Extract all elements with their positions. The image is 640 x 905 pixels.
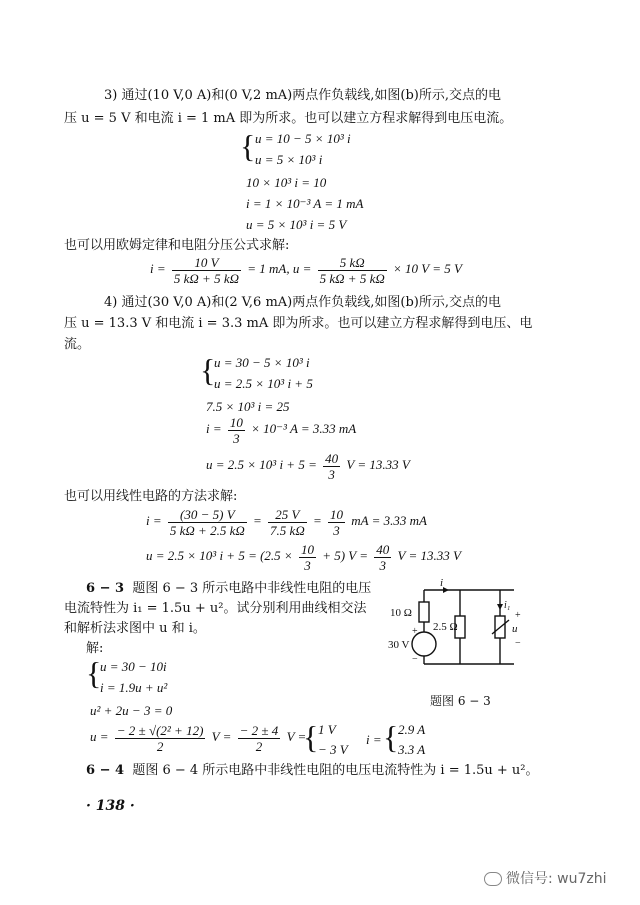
q63-line1: 6 − 3 题图 6 − 3 所示电路中非线性电阻的电压: [86, 581, 372, 596]
p3-eq1: 10 × 10³ i = 10: [246, 175, 327, 190]
q63-sol: 解:: [86, 641, 104, 656]
q63-line3: 和解析法求图中 u 和 i。: [64, 621, 206, 636]
r2-label: 2.5 Ω: [433, 621, 458, 633]
brace: {: [240, 128, 256, 164]
src-label: 30 V: [388, 639, 410, 651]
cur-label: i: [440, 578, 444, 589]
u-plus: +: [515, 610, 521, 621]
src-minus: −: [412, 654, 418, 665]
p4-alt: 也可以用线性电路的方法求解:: [64, 489, 238, 504]
brace: {: [200, 352, 216, 388]
cur1-label: i₁: [504, 600, 511, 611]
brace: {: [86, 655, 102, 691]
p4-line3: 流。: [64, 337, 91, 352]
p3-sys2: u = 5 × 10³ i: [255, 152, 323, 167]
r1-label: 10 Ω: [390, 607, 412, 619]
p4-eq3: u = 2.5 × 10³ i + 5 = $\frac{40}{3}$ V = 13.33 V: [206, 450, 410, 482]
p4-line2: 压 u = 13.3 V 和电流 i = 3.3 mA 即为所求。也可以建立方程求解得到电压、电: [64, 316, 533, 331]
u-label: u: [512, 623, 518, 635]
q63-sys1: u = 30 − 10i: [100, 659, 167, 674]
watermark: 微信号: wu7zhi: [484, 868, 607, 888]
p4-sys2: u = 2.5 × 10³ i + 5: [214, 376, 313, 391]
q63-root2: − 3 V: [318, 742, 348, 757]
q63-i1: 2.9 A: [398, 722, 426, 737]
figure-caption: 题图 6 − 3: [430, 694, 491, 708]
p3-eq3: u = 5 × 10³ i = 5 V: [246, 217, 347, 232]
p4-eq1: 7.5 × 10³ i = 25: [206, 399, 290, 414]
q63-quad: u = $\frac{\text{− 2 ± √(2² + 12)}}{2}$ V = $\frac{- 2 \pm 4}{2}$ V =: [90, 722, 307, 754]
q63-root1: 1 V: [318, 722, 336, 737]
p4-eq2: i = $\frac{10}{3}$ × 10⁻³ A = 3.33 mA: [206, 414, 357, 446]
circuit-diagram: [388, 578, 528, 688]
p4-sys1: u = 30 − 5 × 10³ i: [214, 355, 310, 370]
q63-i2: 3.3 A: [398, 742, 426, 757]
brace: {: [303, 719, 319, 755]
u-minus: −: [515, 638, 521, 649]
q63-label: 6 − 3: [86, 581, 125, 596]
p4-alt-eq1: i = $\frac{(30 - 5) V}{5 k\Omega + 2.5 k\Omega}$ = $\frac{25 V}{7.5 k\Omega}$ = $\frac{10}{3}$ mA = 3.33 mA: [146, 506, 427, 538]
wechat-icon: [484, 872, 502, 886]
p3-eq2: i = 1 × 10⁻³ A = 1 mA: [246, 196, 364, 211]
q64-line: 6 − 4 题图 6 − 4 所示电路中非线性电阻的电压电流特性为 i = 1.5u + u²。: [86, 763, 539, 778]
brace: {: [383, 719, 399, 755]
q63-i-lhs: i =: [366, 732, 382, 747]
p3-sys1: u = 10 − 5 × 10³ i: [255, 131, 351, 146]
p4-line1: 4) 通过(30 V,0 A)和(2 V,6 mA)两点作负载线,如图(b)所示,交点的电: [104, 295, 501, 310]
q63-sys2: i = 1.9u + u²: [100, 680, 168, 695]
p3-line1: 3) 通过(10 V,0 A)和(0 V,2 mA)两点作负载线,如图(b)所示,交点的电: [104, 88, 501, 103]
p4-alt-eq2: u = 2.5 × 10³ i + 5 = (2.5 × $\frac{10}{3}$ + 5) V = $\frac{40}{3}$ V = 13.33 V: [146, 541, 461, 573]
p3-line2: 压 u = 5 V 和电流 i = 1 mA 即为所求。也可以建立方程求解得到电压电流。: [64, 111, 513, 126]
p3-alt: 也可以用欧姆定律和电阻分压公式求解:: [64, 238, 290, 253]
page-number: · 138 ·: [86, 798, 135, 814]
q63-line2: 电流特性为 i₁ = 1.5u + u²。试分别利用曲线相交法: [64, 601, 367, 616]
src-plus: +: [412, 626, 418, 637]
p3-formula: i = $\frac{10 V}{5 k\Omega + 5 k\Omega}$ = 1 mA, u = $\frac{5 k\Omega}{5 k\Omega + 5 k\Omega}$ × 10 V = 5 V: [150, 254, 462, 286]
q63-eq1: u² + 2u − 3 = 0: [90, 703, 173, 718]
q64-label: 6 − 4: [86, 763, 125, 778]
